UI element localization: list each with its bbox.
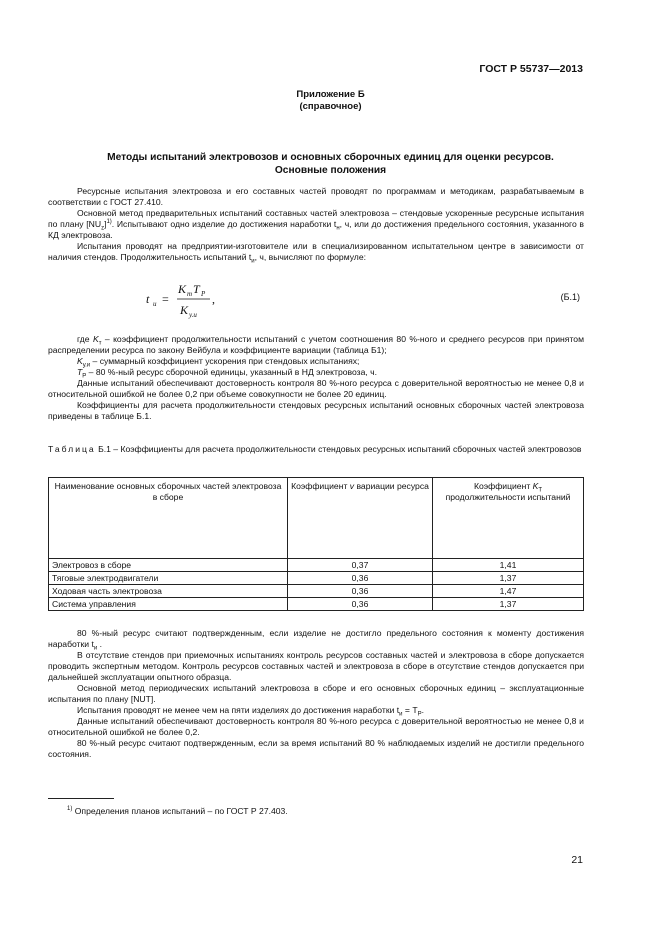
formula-b1 (48, 278, 584, 320)
table-header-row (49, 478, 584, 559)
header-cell-variation: Коэффициент v вариации ресурса (288, 478, 433, 559)
page-number: 21 (571, 854, 583, 866)
table-row (49, 572, 584, 585)
main-title-line2: Основные положения (274, 165, 387, 176)
footnote (67, 806, 288, 817)
table-row (49, 585, 584, 598)
cell-name: Электровоз в сборе (49, 559, 288, 572)
svg-text:=: = (162, 292, 169, 306)
svg-text:t: t (146, 292, 150, 306)
appendix-title: Приложение Б (296, 89, 365, 100)
svg-text:K: K (180, 303, 189, 317)
coefficients-table (48, 477, 584, 611)
header-cell-name: Наименование основных сборочных частей электровоза в сборе (49, 478, 288, 559)
svg-text:T: T (193, 282, 200, 296)
paragraph: Основной метод предварительных испытаний составных частей электровоза – стендовые ускоренные ресурсные испытания по плану $[NU_z]^{1)}$. Испытывают одно изделие до достижения наработки $t_н$, ч, или до достижения предельного состояния, указанного в КД электровоза. (48, 208, 584, 240)
table-row (49, 598, 584, 611)
paragraph: Данные испытаний обеспечивают достоверность контроля 80 %-ного ресурса с доверительной вероятностью не менее 0,8 и относительной ошибкой не более 0,2. (48, 716, 584, 737)
paragraph: В отсутствие стендов при приемочных испытаниях контроль ресурсов составных частей и электровоза в сборе допускается проводить экспертным методом. Контроль ресурсов составных частей и электровоза в сборе в отсутствие стендов допускается при дальнейшей эксплуатации опытного образца. (48, 650, 584, 682)
intro-paragraphs (48, 186, 584, 263)
cell-v: 0,36 (288, 585, 433, 598)
paragraph: Коэффициенты для расчета продолжительности стендовых ресурсных испытаний основных сборочных частей электровоза приведены в таблице Б.1. (48, 400, 584, 421)
cell-k: 1,37 (433, 598, 584, 611)
svg-text:и: и (153, 300, 157, 308)
cell-name: Система управления (49, 598, 288, 611)
main-title-line1: Методы испытаний электровозов и основных сборочных единиц для оценки ресурсов. (107, 152, 554, 163)
header-cell-duration: Коэффициент $K_T$ продолжительности испытаний (433, 478, 584, 559)
formula-number: (Б.1) (560, 292, 580, 302)
footnote-mark: 1) (67, 806, 73, 813)
standard-number: ГОСТ Р 55737—2013 (479, 63, 583, 75)
table-row (49, 559, 584, 572)
cell-v: 0,37 (288, 559, 433, 572)
table-caption-text: Б.1 – Коэффициенты для расчета продолжительности стендовых ресурсных испытаний сборочных частей электровозов (95, 444, 582, 454)
definition-kui: $K_{у.и}$ – суммарный коэффициент ускорения при стендовых испытаниях; (77, 356, 360, 369)
paragraph: 80 %-ный ресурс считают подтвержденным, если изделие не достигло предельного состояния к моменту достижения наработки $t_и$ . (48, 628, 584, 652)
main-title (0, 151, 661, 177)
cell-k: 1,41 (433, 559, 584, 572)
paragraph: Основной метод периодических испытаний электровоза в сборе и его основных сборочных единиц – эксплуатационные испытания по плану [NUT]. (48, 683, 584, 704)
svg-text:K: K (178, 282, 187, 296)
svg-text:т: т (187, 290, 193, 298)
footnote-text: Определения планов испытаний – по ГОСТ Р 27.403. (72, 806, 288, 816)
paragraph: Данные испытаний обеспечивают достоверность контроля 80 %-ного ресурса с доверительной вероятностью не менее 0,8 и относительной ошибкой не более 0,2 при объеме совокупности не более 20 единиц. (48, 378, 584, 399)
paragraph: Испытания проводят на предприятии-изготовителе или в специализированном испытательном центре в зависимости от наличия стендов. Продолжительность испытаний $t_и$, ч, вычисляют по формуле: (48, 241, 584, 265)
paragraph: 80 %-ный ресурс считают подтвержденным, если за время испытаний 80 % наблюдаемых изделий не достигли предельного состояния. (48, 738, 584, 759)
definitions (48, 334, 584, 422)
cell-v: 0,36 (288, 598, 433, 611)
svg-text:,: , (212, 292, 215, 306)
cell-name: Ходовая часть электровоза (49, 585, 288, 598)
cell-v: 0,36 (288, 572, 433, 585)
footnote-divider (48, 798, 114, 799)
svg-text:P: P (201, 290, 206, 298)
cell-name: Тяговые электродвигатели (49, 572, 288, 585)
definition-kt: где $K_т$ – коэффициент продолжительности испытаний с учетом соотношения 80 %-ного и среднего ресурсов при принятом распределении ресурса по закону Вейбула и коэффициенте вариации (таблица Б1); (48, 334, 584, 355)
paragraph: Ресурсные испытания электровоза и его составных частей проводят по программам и методикам, разрабатываемым в соответствии с ГОСТ 27.410. (48, 186, 584, 207)
table-caption-label: Таблица (48, 444, 96, 454)
paragraph: Испытания проводят не менее чем на пяти изделиях до достижения наработки $t_и = T_Р$. (77, 705, 424, 718)
svg-text:у.и: у.и (189, 311, 197, 319)
table-caption (48, 444, 584, 455)
formula-graphic (144, 278, 344, 320)
definition-tp: $T_Р - 80$ %-ный ресурс сборочной единицы, указанный в НД электровоза, ч. (77, 367, 378, 380)
cell-k: 1,37 (433, 572, 584, 585)
appendix-heading (0, 89, 661, 113)
cell-k: 1,47 (433, 585, 584, 598)
closing-paragraphs (48, 628, 584, 760)
appendix-subtitle: (справочное) (299, 101, 362, 112)
